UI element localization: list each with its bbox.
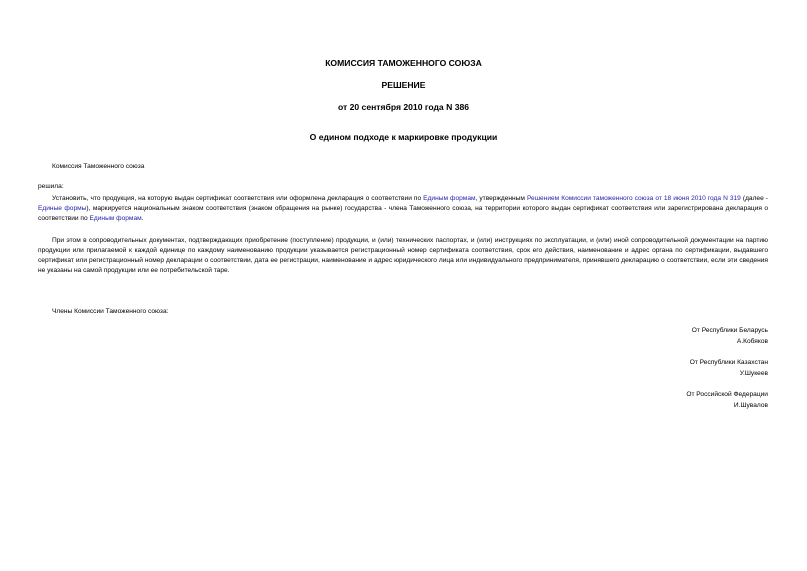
doc-type: РЕШЕНИЕ [381,80,426,90]
signature-name: У.Шукеев [739,370,768,377]
doc-date-number: от 20 сентября 2010 года N 386 [337,102,470,112]
members-label: Члены Комиссии Таможенного союза: [52,308,169,315]
para1-text-5: . [141,215,144,222]
signature-country: От Республики Беларусь [691,327,768,334]
signature-kazakhstan [690,357,768,379]
link-unified-forms-2[interactable]: Единые формы [38,205,87,212]
para1-text-1: Установить, что продукция, на которую выдан сертификат соответствия или оформлена декларация о соответствии по [52,195,424,202]
issuer: Комиссия Таможенного союза [52,163,145,170]
signature-belarus [692,325,768,347]
signature-russia [686,389,768,411]
signature-name: А.Кобяков [736,338,768,345]
doc-title: О едином подходе к маркировке продукции [309,132,498,142]
link-unified-forms-3[interactable]: Единым формам [89,215,142,222]
paragraph-2: При этом в сопроводительных документах, подтверждающих приобретение (поступление) продукции, и (или) технических паспортах, и (или) инструкциях по эксплуатации, и (или) иной сопроводительной документации на партию продукции или прилагаемой к каждой единице по каждому наименованию продукции указывается регистрационный номер сертификата соответствия, срок его действия, наименование и адрес органа по сертификации, выдавшего сертификат или регистрационный номер декларации о соответствии, дата ее регистрации, наименование и адрес юридического лица или индивидуального предпринимателя, принявшего декларацию о соответствии, если эти сведения не указаны на самой продукции или ее потребительской таре. [38,237,768,274]
decided-label: решила: [38,183,64,190]
org-name: КОМИССИЯ ТАМОЖЕННОГО СОЮЗА [325,58,482,68]
para1-text-4: ), маркируется национальным знаком соответствия (знаком обращения на рынке) государства - члена Таможенного союза, на территории которого выдан сертификат соответствия или зарегистрирована декларация о соответствии по [38,205,769,222]
link-decision-319[interactable]: Решением Комиссии таможенного союза от 18 июня 2010 года N 319 [526,195,741,202]
para1-text-2: , утвержденным [475,195,527,202]
link-unified-forms[interactable]: Единым формам [423,195,476,202]
signature-country: От Республики Казахстан [689,359,768,366]
signature-name: И.Шувалов [733,402,768,409]
paragraph-1 [38,194,768,224]
signature-country: От Российской Федерации [686,391,768,398]
para1-text-3: (далее - [740,195,768,202]
